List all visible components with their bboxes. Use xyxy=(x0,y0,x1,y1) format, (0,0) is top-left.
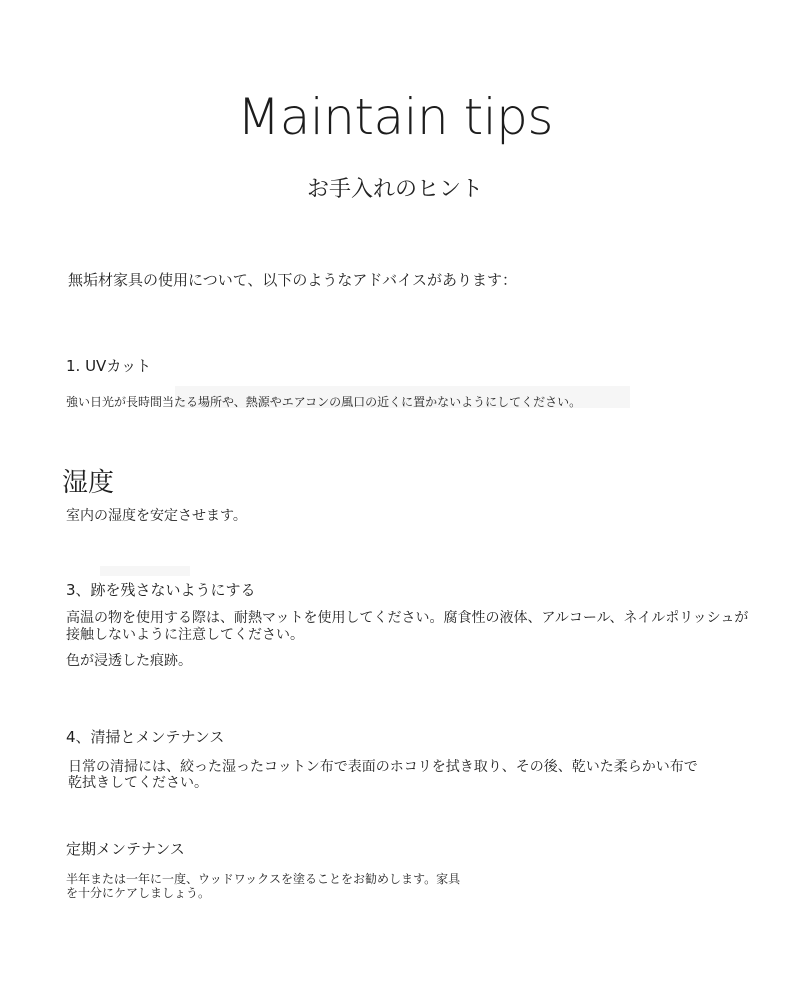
page-title: Maintain tips xyxy=(237,88,553,146)
intro-text: 無垢材家具の使用について、以下のようなアドバイスがあります： xyxy=(68,271,517,289)
section-heading-uv: 1. UVカット xyxy=(66,357,152,375)
section-heading-periodic: 定期メンテナンス xyxy=(66,840,185,858)
section-marks-line-1: 高温の物を使用する際は、耐熱マットを使用してください。腐食性の液体、アルコール、ネイルポリッシュが xyxy=(66,610,749,626)
section-heading-marks: 3、跡を残さないようにする xyxy=(66,581,256,599)
section-periodic-line-1: 半年または一年に一度、ウッドワックスを塗ることをお勧めします。家具 xyxy=(66,872,461,886)
section-heading-cleaning: 4、清掃とメンテナンス xyxy=(66,728,225,746)
section-cleaning-line-2: 乾拭きしてください。 xyxy=(68,775,208,791)
section-uv-text: 強い日光が長時間当たる場所や、熱源やエアコンの風口の近くに置かないようにしてください。 xyxy=(66,395,582,409)
section-marks-line-3: 色が浸透した痕跡。 xyxy=(66,653,192,669)
section-humidity-text: 室内の湿度を安定させます。 xyxy=(66,508,247,524)
section-heading-humidity: 湿度 xyxy=(62,468,115,498)
page-subtitle: お手入れのヒント xyxy=(306,177,483,202)
section-marks-line-2: 接触しないように注意してください。 xyxy=(66,627,304,643)
section-periodic-line-2: を十分にケアしましょう。 xyxy=(66,886,211,900)
section-cleaning-line-1: 日常の清掃には、絞った湿ったコットン布で表面のホコリを拭き取り、その後、乾いた柔らかい布で xyxy=(68,759,698,775)
